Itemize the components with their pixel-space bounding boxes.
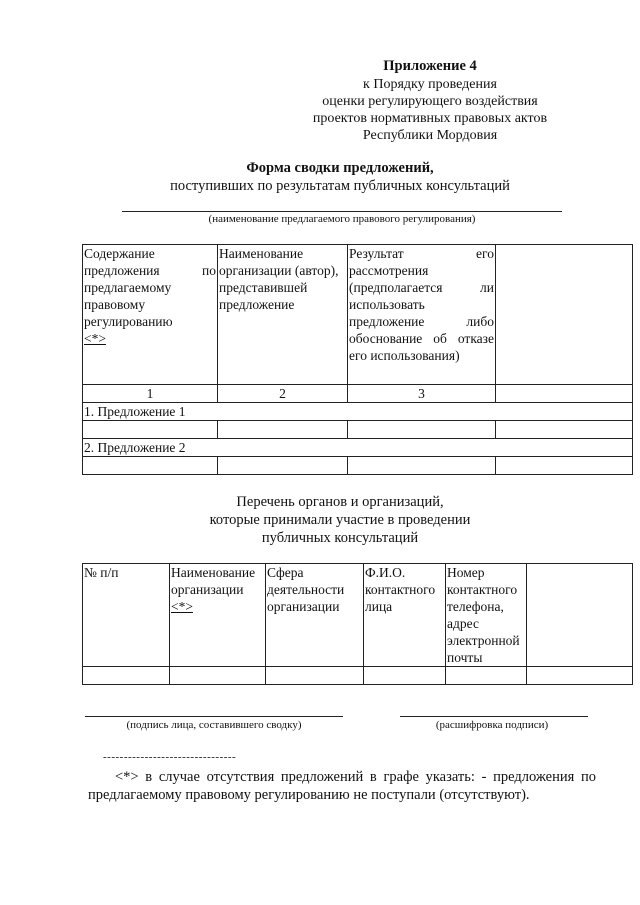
participants-title-line-1: Перечень органов и организаций, xyxy=(236,494,444,510)
table2-inner-divider xyxy=(526,563,527,684)
proposal-2-label: 2. Предложение 2 xyxy=(83,439,633,457)
participants-title-line-2: которые принимали участие в проведении xyxy=(209,512,471,528)
column-number-1: 1 xyxy=(83,385,218,403)
column-numbers-row xyxy=(83,385,633,403)
participants-table xyxy=(82,563,633,685)
appendix-line-3: проектов нормативных правовых актов xyxy=(312,111,548,126)
proposal-content-header xyxy=(83,245,218,385)
appendix-line-1: к Порядку проведения xyxy=(363,77,497,92)
signature-line-right xyxy=(400,716,588,717)
appendix-line-4: Республики Мордовия xyxy=(362,128,498,143)
footnote-separator: -------------------------------- xyxy=(103,751,237,763)
proposal-2-title-row xyxy=(83,439,633,457)
activity-area-header: Сфера деятельности организации xyxy=(266,564,364,667)
signature-caption-left: (подпись лица, составившего сводку) xyxy=(126,719,302,731)
proposal-1-label: 1. Предложение 1 xyxy=(83,403,633,421)
participants-title-line-3: публичных консультаций xyxy=(261,530,419,546)
contact-person-header: Ф.И.О. контактного лица xyxy=(364,564,446,667)
participants-title xyxy=(150,493,530,547)
signature-line-left xyxy=(85,716,343,717)
proposal-2-data-row xyxy=(83,457,633,475)
author-organization-header: Наименование организации (автор), представившей предложение xyxy=(218,245,348,385)
participants-data-row xyxy=(83,667,633,685)
empty-header-cell xyxy=(496,245,633,385)
proposal-1-title-row xyxy=(83,403,633,421)
review-result-header: Результат его рассмотрения (предполагается ли использовать предложение либо обоснование об отказе его использования) xyxy=(348,245,496,385)
proposals-table xyxy=(82,244,633,475)
regulation-name-caption: (наименование предлагаемого правового регулирования) xyxy=(208,213,476,225)
footnote-ref[interactable]: <*> xyxy=(84,331,106,346)
appendix-title: Приложение 4 xyxy=(383,58,477,74)
proposals-header-row xyxy=(83,245,633,385)
row-number-header: № п/п xyxy=(83,564,170,667)
regulation-name-line xyxy=(122,211,562,212)
organization-name-header: Наименование организации <*> xyxy=(170,564,266,667)
column-number-3: 3 xyxy=(348,385,496,403)
proposal-content-header-text: Содержание предложения по предлагаемому правовому регулированию xyxy=(84,246,216,329)
contact-phone-email-header: Номер контактного телефона, адрес электронной почты xyxy=(446,564,633,667)
column-number-2: 2 xyxy=(218,385,348,403)
footnote-text: <*> в случае отсутствия предложений в графе указать: - предложения по предлагаемому правовому регулированию не поступали (отсутствуют). xyxy=(88,769,596,803)
appendix-header xyxy=(280,58,580,144)
proposal-1-data-row xyxy=(83,421,633,439)
form-title: Форма сводки предложений, xyxy=(246,160,434,176)
form-subtitle: поступивших по результатам публичных консультаций xyxy=(170,178,510,194)
footnote-ref-2[interactable]: <*> xyxy=(171,599,193,614)
participants-header-row xyxy=(83,564,633,667)
signature-caption-right: (расшифровка подписи) xyxy=(435,719,549,731)
appendix-line-2: оценки регулирующего воздействия xyxy=(322,94,538,109)
